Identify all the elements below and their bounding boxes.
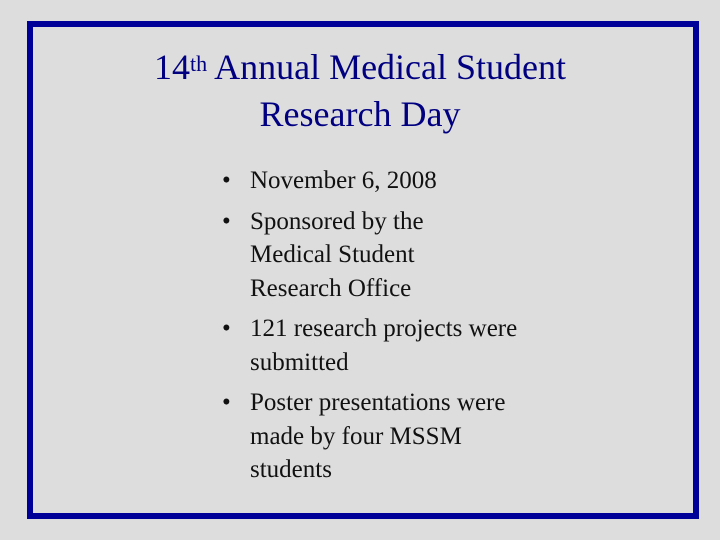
title-number: 14 [153, 47, 190, 87]
bullet-item [222, 205, 450, 306]
bullet-icon: • [222, 207, 231, 235]
bullet-icon: • [222, 389, 231, 416]
bullet-text: November 6, 2008 [250, 167, 437, 194]
bullet-item [222, 164, 510, 198]
bullet-item [222, 312, 520, 379]
title-line2: Research Day [259, 94, 461, 134]
bullet-item [222, 386, 510, 487]
bullet-text: Sponsored by the Medical Student Research Office [250, 207, 424, 302]
bullet-text: 121 research projects were submitted [250, 315, 518, 376]
bullet-list [222, 164, 520, 494]
title-line1: Annual Medical Student [207, 47, 567, 87]
slide-title [0, 44, 720, 138]
title-ordinal-suffix: th [189, 51, 208, 76]
bullet-text: Poster presentations were made by four MSSM students [250, 389, 506, 483]
bullet-icon: • [222, 315, 231, 342]
bullet-icon: • [222, 167, 231, 194]
